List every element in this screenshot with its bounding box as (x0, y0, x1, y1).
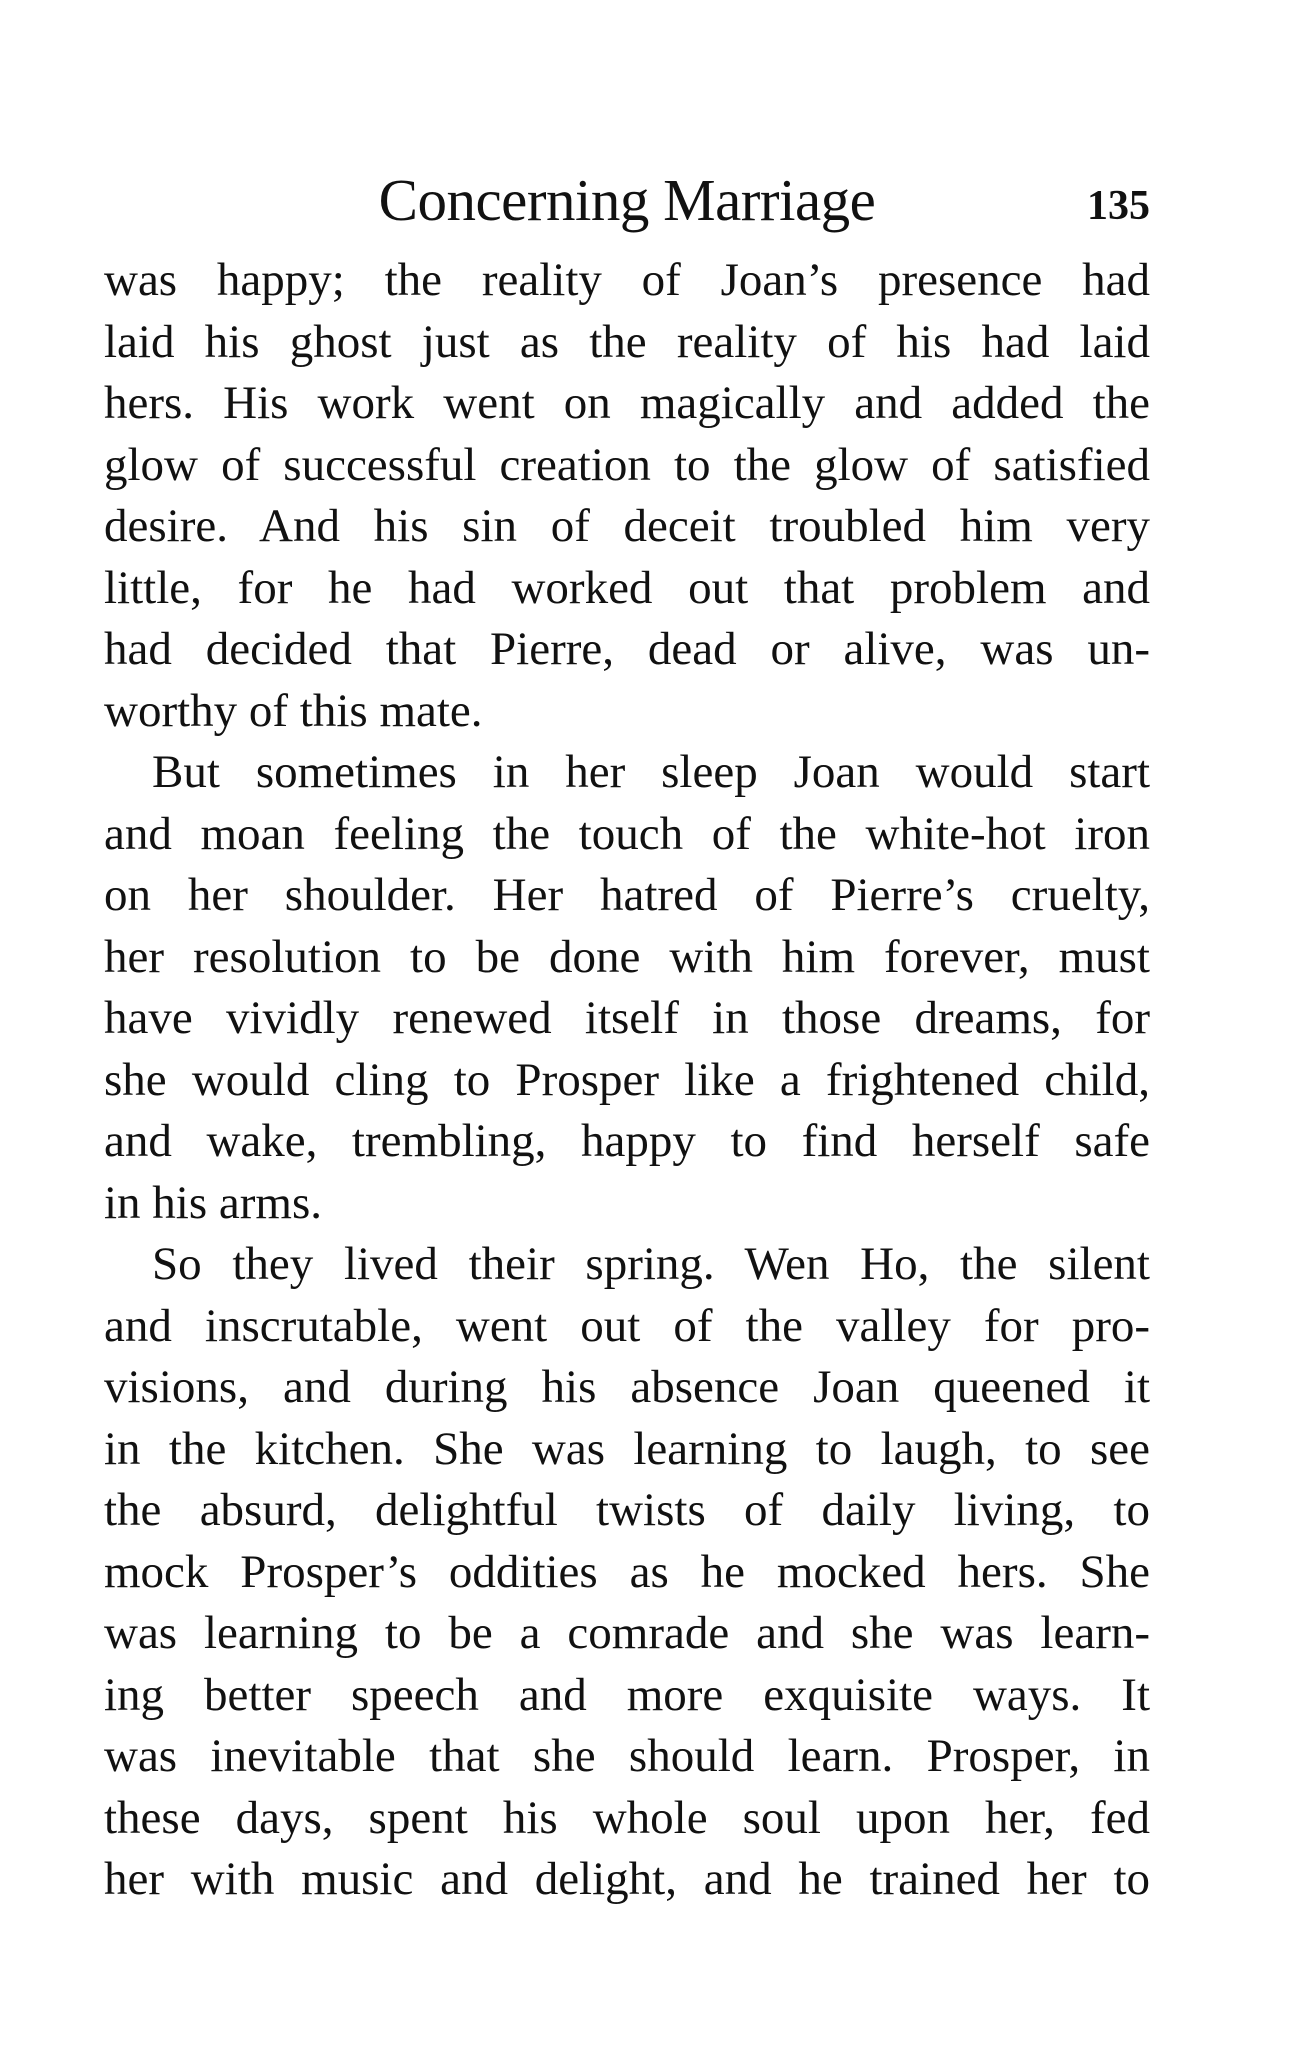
text-line: So they lived their spring. Wen Ho, the silent (152, 1238, 1150, 1290)
text-line: had decided that Pierre, dead or alive, was un- (104, 623, 1150, 675)
text-line: and wake, trembling, happy to find herself safe (104, 1115, 1150, 1167)
text-line: was inevitable that she should learn. Prosper, in (104, 1730, 1150, 1782)
text-line: in the kitchen. She was learning to laugh, to see (104, 1422, 1150, 1475)
text-line: these days, spent his whole soul upon her, fed (104, 1791, 1150, 1844)
text-line: her resolution to be done with him forever, must (104, 930, 1150, 983)
text-line: mock Prosper’s oddities as he mocked hers. She (104, 1545, 1150, 1598)
text-line: But sometimes in her sleep Joan would start (152, 746, 1150, 798)
text-line: the absurd, delightful twists of daily living, to (104, 1484, 1150, 1536)
text-line: she would cling to Prosper like a frightened child, (104, 1053, 1150, 1106)
text-line: have vividly renewed itself in those dreams, for (104, 992, 1150, 1044)
text-line: desire. And his sin of deceit troubled him very (104, 500, 1150, 552)
text-line: visions, and during his absence Joan queened it (104, 1361, 1150, 1413)
text-line: and inscrutable, went out of the valley for pro- (104, 1299, 1150, 1352)
text-line: ing better speech and more exquisite ways. It (104, 1668, 1150, 1721)
text-line: worthy of this mate. (104, 684, 483, 737)
text-line: was happy; the reality of Joan’s presence had (104, 254, 1150, 306)
text-line: laid his ghost just as the reality of his had laid (104, 315, 1150, 368)
text-line: on her shoulder. Her hatred of Pierre’s cruelty, (104, 869, 1150, 921)
text-line: and moan feeling the touch of the white-hot iron (104, 807, 1150, 860)
text-line: in his arms. (104, 1176, 323, 1229)
text-line: was learning to be a comrade and she was learn- (104, 1607, 1150, 1659)
text-line: little, for he had worked out that problem and (104, 561, 1150, 614)
running-title: Concerning Marriage (378, 167, 876, 233)
page-number: 135 (1087, 183, 1150, 229)
running-head (104, 160, 1150, 240)
body-text (104, 250, 1150, 1911)
text-line: glow of successful creation to the glow of satisfied (104, 438, 1150, 491)
text-line: hers. His work went on magically and added the (104, 377, 1150, 429)
text-line: her with music and delight, and he trained her to (104, 1853, 1150, 1905)
